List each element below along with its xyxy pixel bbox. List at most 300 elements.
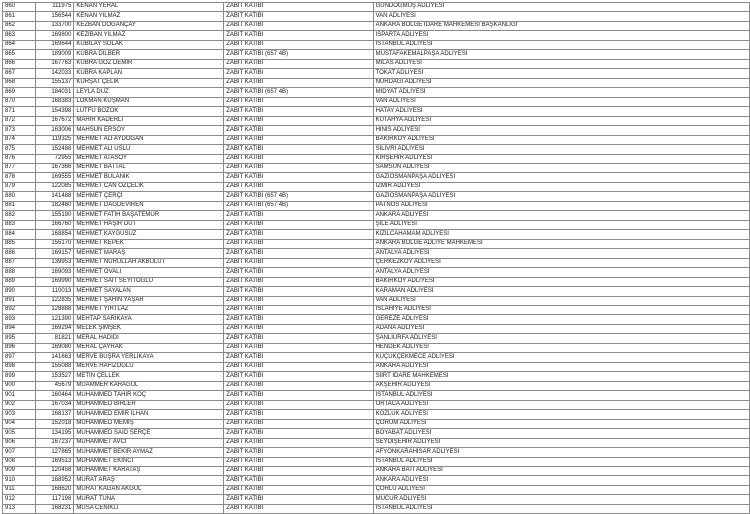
registry-number-cell: 111975 [35,3,74,12]
courthouse-cell: AKŞEHİR ADLİYESİ [373,381,749,390]
row-number-cell: 901 [3,391,36,400]
courthouse-cell: KIRŞEHİR ADLİYESİ [373,154,749,163]
full-name-cell: MERVE HAFIZOĞLU [74,362,224,371]
job-title-cell: ZABIT KATİBİ [224,135,373,144]
courthouse-cell: ÇERKEZKÖY ADLİYESİ [373,258,749,267]
row-number-cell: 890 [3,287,36,296]
full-name-cell: MEHMET OVALI [74,268,224,277]
table-row [3,324,750,333]
full-name-cell: MUSA CENİKLİ [74,504,224,513]
table-row [3,163,750,172]
job-title-cell: ZABIT KATİBİ [224,21,373,30]
row-number-cell: 876 [3,154,36,163]
registry-number-cell: 127865 [35,448,74,457]
table-row [3,457,750,466]
full-name-cell: MUHAMMED TAHİR KOÇ [74,391,224,400]
table-row [3,438,750,447]
courthouse-cell: MUSTAFAKEMALPAŞA ADLİYESİ [373,50,749,59]
full-name-cell: KEZİBAN YILMAZ [74,31,224,40]
courthouse-cell: MUCUR ADLİYESİ [373,495,749,504]
courthouse-cell: BAKIRKÖY ADLİYESİ [373,135,749,144]
table-row [3,116,750,125]
full-name-cell: KEZBAN DOĞANÇAY [74,21,224,30]
full-name-cell: KENAN YILMAZ [74,12,224,21]
courthouse-cell: AFYONKARAHİSAR ADLİYESİ [373,448,749,457]
registry-number-cell: 168231 [35,504,74,513]
job-title-cell: ZABIT KATİBİ [224,154,373,163]
row-number-cell: 904 [3,419,36,428]
table-row [3,21,750,30]
courthouse-cell: KARAMAN ADLİYESİ [373,287,749,296]
registry-number-cell: 141663 [35,353,74,362]
row-number-cell: 882 [3,211,36,220]
registry-number-cell: 139953 [35,258,74,267]
courthouse-cell: KÜTAHYA ADLİYESİ [373,116,749,125]
registry-number-cell: 122085 [35,182,74,191]
registry-number-cell: 169800 [35,31,74,40]
row-number-cell: 870 [3,97,36,106]
registry-number-cell: 155137 [35,78,74,87]
full-name-cell: MELEK ŞİMŞEK [74,324,224,333]
registry-number-cell: 152018 [35,419,74,428]
table-row [3,107,750,116]
row-number-cell: 913 [3,504,36,513]
courthouse-cell: ANTALYA ADLİYESİ [373,249,749,258]
courthouse-cell: ADANA ADLİYESİ [373,324,749,333]
full-name-cell: MURAT ARAŞ [74,476,224,485]
table-row [3,381,750,390]
courthouse-cell: HENDEK ADLİYESİ [373,343,749,352]
registry-number-cell: 168137 [35,410,74,419]
registry-number-cell: 168620 [35,485,74,494]
full-name-cell: MEHMET SAYALAN [74,287,224,296]
table-row [3,372,750,381]
courthouse-cell: ŞANLIURFA ADLİYESİ [373,334,749,343]
courthouse-cell: MİDYAT ADLİYESİ [373,88,749,97]
job-title-cell: ZABIT KATİBİ [224,362,373,371]
registry-number-cell: 110013 [35,287,74,296]
registry-number-cell: 154398 [35,107,74,116]
job-title-cell: ZABIT KATİBİ [224,163,373,172]
courthouse-cell: İSTANBUL ADLİYESİ [373,457,749,466]
registry-number-cell: 152488 [35,145,74,154]
courthouse-cell: İSTANBUL ADLİYESİ [373,40,749,49]
full-name-cell: MERVE BÜŞRA YERLİKAYA [74,353,224,362]
courthouse-cell: ANKARA BÖLGE ADLİYE MAHKEMESİ [373,239,749,248]
job-title-cell: ZABIT KATİBİ [224,476,373,485]
table-row [3,88,750,97]
courthouse-cell: SEYDİŞEHİR ADLİYESİ [373,438,749,447]
registry-number-cell: 169555 [35,173,74,182]
courthouse-cell: ANTALYA ADLİYESİ [373,268,749,277]
table-row [3,287,750,296]
registry-number-cell: 81821 [35,334,74,343]
full-name-cell: MURAT TUNA [74,495,224,504]
row-number-cell: 871 [3,107,36,116]
courthouse-cell: NURDAĞI ADLİYESİ [373,78,749,87]
registry-number-cell: 184031 [35,88,74,97]
job-title-cell: ZABIT KATİBİ [224,145,373,154]
job-title-cell: ZABIT KATİBİ [224,296,373,305]
table-row [3,485,750,494]
table-row [3,50,750,59]
row-number-cell: 891 [3,296,36,305]
row-number-cell: 912 [3,495,36,504]
job-title-cell: ZABIT KATİBİ [224,504,373,513]
table-row [3,306,750,315]
courthouse-cell: VAN ADLİYESİ [373,97,749,106]
full-name-cell: LÜTFÜ BOZOK [74,107,224,116]
courthouse-cell: GÜNDOĞMUŞ ADLİYESİ [373,3,749,12]
job-title-cell: ZABIT KATİBİ [224,78,373,87]
job-title-cell: ZABIT KATİBİ [224,287,373,296]
job-title-cell: ZABIT KATİBİ [224,116,373,125]
full-name-cell: LOKMAN KUŞMAN [74,97,224,106]
courthouse-cell: ÇORLU ADLİYESİ [373,485,749,494]
courthouse-cell: ANKARA ADLİYESİ [373,211,749,220]
registry-number-cell: 134195 [35,429,74,438]
courthouse-cell: ANKARA BATI ADLİYESİ [373,466,749,475]
table-row [3,277,750,286]
full-name-cell: MUHAMMET AVCI [74,438,224,447]
row-number-cell: 863 [3,31,36,40]
full-name-cell: MEHMET SAİT SEYİTOĞLU [74,277,224,286]
job-title-cell: ZABIT KATİBİ [224,419,373,428]
job-title-cell: ZABIT KATİBİ [224,220,373,229]
registry-number-cell: 169294 [35,324,74,333]
personnel-table-body [3,3,750,514]
job-title-cell: ZABIT KATİBİ [224,457,373,466]
row-number-cell: 898 [3,362,36,371]
table-row [3,495,750,504]
table-row [3,69,750,78]
row-number-cell: 906 [3,438,36,447]
full-name-cell: MEHMET ÇERÇİ [74,192,224,201]
courthouse-cell: İZMİR ADLİYESİ [373,182,749,191]
full-name-cell: KÜBRA KAPLAN [74,69,224,78]
job-title-cell: ZABIT KATİBİ [224,97,373,106]
courthouse-cell: ANKARA ADLİYESİ [373,362,749,371]
row-number-cell: 881 [3,201,36,210]
courthouse-cell: HINIS ADLİYESİ [373,126,749,135]
registry-number-cell: 155190 [35,211,74,220]
table-row [3,504,750,513]
row-number-cell: 905 [3,429,36,438]
table-row [3,97,750,106]
job-title-cell: ZABIT KATİBİ [224,31,373,40]
full-name-cell: KURŞAT ÇELİK [74,78,224,87]
job-title-cell: ZABIT KATİBİ [224,400,373,409]
full-name-cell: MUHAMMED EMİR İLHAN [74,410,224,419]
table-row [3,353,750,362]
registry-number-cell: 133700 [35,21,74,30]
table-row [3,192,750,201]
full-name-cell: MEHMET BULANIK [74,173,224,182]
job-title-cell: ZABIT KATİBİ [224,173,373,182]
table-row [3,362,750,371]
job-title-cell: ZABIT KATİBİ [224,239,373,248]
registry-number-cell: 169080 [35,343,74,352]
table-row [3,12,750,21]
job-title-cell: ZABIT KATİBİ [224,372,373,381]
registry-number-cell: 168952 [35,476,74,485]
job-title-cell: ZABIT KATİBİ [224,466,373,475]
courthouse-cell: BAKIRKÖY ADLİYESİ [373,277,749,286]
row-number-cell: 900 [3,381,36,390]
row-number-cell: 877 [3,163,36,172]
full-name-cell: MEHMET BATTAL [74,163,224,172]
courthouse-cell: SAMSUN ADLİYESİ [373,163,749,172]
job-title-cell: ZABIT KATİBİ [224,211,373,220]
table-row [3,334,750,343]
courthouse-cell: GAZİOSMANPAŞA ADLİYESİ [373,192,749,201]
courthouse-cell: SİLİVRİ ADLİYESİ [373,145,749,154]
registry-number-cell: 163006 [35,126,74,135]
full-name-cell: MUHAMMED SAİD SERÇE [74,429,224,438]
job-title-cell: ZABIT KATİBİ [224,391,373,400]
row-number-cell: 867 [3,69,36,78]
registry-number-cell: 169513 [35,457,74,466]
registry-number-cell: 189009 [35,50,74,59]
full-name-cell: MUHAMMET EKİNCİ [74,457,224,466]
registry-number-cell: 166760 [35,220,74,229]
personnel-table [2,2,750,514]
full-name-cell: KUBİLAY SOLAK [74,40,224,49]
courthouse-cell: İSLAHİYE ADLİYESİ [373,306,749,315]
job-title-cell: ZABIT KATİBİ [224,324,373,333]
courthouse-cell: VAN ADLİYESİ [373,12,749,21]
registry-number-cell: 72955 [35,154,74,163]
table-row [3,448,750,457]
table-row [3,315,750,324]
full-name-cell: METİN ÇELLEK [74,372,224,381]
courthouse-cell: ORTACA ADLİYESİ [373,400,749,409]
job-title-cell: ZABIT KATİBİ [224,306,373,315]
full-name-cell: MUHAMMET KARATAŞ [74,466,224,475]
registry-number-cell: 168383 [35,97,74,106]
row-number-cell: 884 [3,230,36,239]
table-row [3,429,750,438]
table-row [3,268,750,277]
job-title-cell: ZABIT KATİBİ [224,334,373,343]
job-title-cell: ZABIT KATİBİ [224,268,373,277]
courthouse-cell: SİİRT İDARE MAHKEMESİ [373,372,749,381]
registry-number-cell: 167366 [35,163,74,172]
row-number-cell: 885 [3,239,36,248]
table-row [3,173,750,182]
table-row [3,419,750,428]
table-row [3,135,750,144]
row-number-cell: 892 [3,306,36,315]
courthouse-cell: VAN ADLİYESİ [373,296,749,305]
row-number-cell: 896 [3,343,36,352]
registry-number-cell: 160464 [35,391,74,400]
table-row [3,239,750,248]
job-title-cell: ZABIT KATİBİ [224,353,373,362]
table-row [3,154,750,163]
job-title-cell: ZABIT KATİBİ [224,258,373,267]
table-row [3,476,750,485]
row-number-cell: 894 [3,324,36,333]
full-name-cell: MERAL ÇAYRAK [74,343,224,352]
courthouse-cell: ANKARA ADLİYESİ [373,476,749,485]
courthouse-cell: KIZILCAHAMAM ADLİYESİ [373,230,749,239]
registry-number-cell: 167237 [35,438,74,447]
job-title-cell: ZABIT KATİBİ [224,59,373,68]
full-name-cell: MUHAMMED BİRLER [74,400,224,409]
job-title-cell: ZABIT KATİBİ [224,40,373,49]
job-title-cell: ZABIT KATİBİ [224,182,373,191]
table-row [3,343,750,352]
full-name-cell: MURAT KAĞAN AKGÜL [74,485,224,494]
row-number-cell: 888 [3,268,36,277]
full-name-cell: MEHMET ŞAHİN YAŞAR [74,296,224,305]
full-name-cell: MAHİR KADERLİ [74,116,224,125]
table-row [3,230,750,239]
row-number-cell: 886 [3,249,36,258]
courthouse-cell: İSTANBUL ADLİYESİ [373,391,749,400]
table-row [3,258,750,267]
row-number-cell: 878 [3,173,36,182]
full-name-cell: MERAL HADİDİ [74,334,224,343]
job-title-cell: ZABIT KATİBİ [224,343,373,352]
registry-number-cell: 120458 [35,466,74,475]
registry-number-cell: 169644 [35,40,74,49]
row-number-cell: 860 [3,3,36,12]
table-row [3,40,750,49]
row-number-cell: 887 [3,258,36,267]
job-title-cell: ZABIT KATİBİ (657 4B) [224,201,373,210]
full-name-cell: LEYLA DÜZ [74,88,224,97]
courthouse-cell: ANKARA BÖLGE İDARE MAHKEMESİ BAŞKANLIĞI [373,21,749,30]
job-title-cell: ZABIT KATİBİ [224,249,373,258]
full-name-cell: KÜBRA GÖZ DEMİR [74,59,224,68]
registry-number-cell: 117198 [35,495,74,504]
table-row [3,78,750,87]
row-number-cell: 861 [3,12,36,21]
row-number-cell: 897 [3,353,36,362]
courthouse-cell: GAZİOSMANPAŞA ADLİYESİ [373,173,749,182]
registry-number-cell: 182460 [35,201,74,210]
courthouse-cell: PATNOS ADLİYESİ [373,201,749,210]
row-number-cell: 869 [3,88,36,97]
registry-number-cell: 128888 [35,306,74,315]
job-title-cell: ZABIT KATİBİ [224,69,373,78]
registry-number-cell: 155088 [35,362,74,371]
row-number-cell: 907 [3,448,36,457]
full-name-cell: MEHMET ALİ AYDOĞAN [74,135,224,144]
courthouse-cell: KOZLUK ADLİYESİ [373,410,749,419]
courthouse-cell: KÜÇÜKÇEKMECE ADLİYESİ [373,353,749,362]
registry-number-cell: 167763 [35,59,74,68]
row-number-cell: 879 [3,182,36,191]
full-name-cell: KÜBRA DİLBER [74,50,224,59]
table-row [3,410,750,419]
table-row [3,211,750,220]
row-number-cell: 873 [3,126,36,135]
job-title-cell: ZABIT KATİBİ [224,230,373,239]
registry-number-cell: 155170 [35,239,74,248]
full-name-cell: MEHMET HAŞİR DUT [74,220,224,229]
full-name-cell: MEHMET NURULLAH AKBULUT [74,258,224,267]
full-name-cell: MEHMET ATASOY [74,154,224,163]
table-row [3,201,750,210]
table-row [3,296,750,305]
job-title-cell: ZABIT KATİBİ (657 4B) [224,192,373,201]
row-number-cell: 865 [3,50,36,59]
row-number-cell: 880 [3,192,36,201]
row-number-cell: 883 [3,220,36,229]
full-name-cell: MEHMET KEPEK [74,239,224,248]
full-name-cell: MEHMET YIRTLAZ [74,306,224,315]
row-number-cell: 895 [3,334,36,343]
table-row [3,145,750,154]
table-row [3,182,750,191]
row-number-cell: 910 [3,476,36,485]
registry-number-cell: 45679 [35,381,74,390]
row-number-cell: 893 [3,315,36,324]
job-title-cell: ZABIT KATİBİ [224,438,373,447]
job-title-cell: ZABIT KATİBİ (657 4B) [224,88,373,97]
registry-number-cell: 122835 [35,296,74,305]
registry-number-cell: 141488 [35,192,74,201]
job-title-cell: ZABIT KATİBİ [224,495,373,504]
job-title-cell: ZABIT KATİBİ [224,126,373,135]
courthouse-cell: ÇORUM ADLİYESİ [373,419,749,428]
full-name-cell: KENAN YERAL [74,3,224,12]
courthouse-cell: ŞİLE ADLİYESİ [373,220,749,229]
job-title-cell: ZABIT KATİBİ (657 4B) [224,50,373,59]
courthouse-cell: MİLAS ADLİYESİ [373,59,749,68]
row-number-cell: 909 [3,466,36,475]
full-name-cell: MUHAMMET BEKİR AYMAZ [74,448,224,457]
job-title-cell: ZABIT KATİBİ [224,107,373,116]
job-title-cell: ZABIT KATİBİ [224,381,373,390]
full-name-cell: MUAMMER KARAGÜL [74,381,224,390]
full-name-cell: MEHMET FATİH BAŞATEMÜR [74,211,224,220]
registry-number-cell: 142033 [35,69,74,78]
registry-number-cell: 169990 [35,277,74,286]
row-number-cell: 874 [3,135,36,144]
full-name-cell: MEHMET ALİ USLU [74,145,224,154]
courthouse-cell: TOKAT ADLİYESİ [373,69,749,78]
table-row [3,126,750,135]
courthouse-cell: BOYABAT ADLİYESİ [373,429,749,438]
courthouse-cell: GEREZE ADLİYESİ [373,315,749,324]
registry-number-cell: 119325 [35,135,74,144]
table-row [3,400,750,409]
row-number-cell: 872 [3,116,36,125]
table-row [3,59,750,68]
job-title-cell: ZABIT KATİBİ [224,3,373,12]
full-name-cell: MEHMET MARAŞ [74,249,224,258]
row-number-cell: 911 [3,485,36,494]
job-title-cell: ZABIT KATİBİ [224,277,373,286]
courthouse-cell: İSTANBUL ADLİYESİ [373,504,749,513]
table-row [3,391,750,400]
registry-number-cell: 169157 [35,249,74,258]
row-number-cell: 862 [3,21,36,30]
table-row [3,220,750,229]
courthouse-cell: HATAY ADLİYESİ [373,107,749,116]
registry-number-cell: 153527 [35,372,74,381]
registry-number-cell: 167034 [35,400,74,409]
table-row [3,31,750,40]
job-title-cell: ZABIT KATİBİ [224,410,373,419]
courthouse-cell: ISPARTA ADLİYESİ [373,31,749,40]
job-title-cell: ZABIT KATİBİ [224,448,373,457]
registry-number-cell: 121390 [35,315,74,324]
